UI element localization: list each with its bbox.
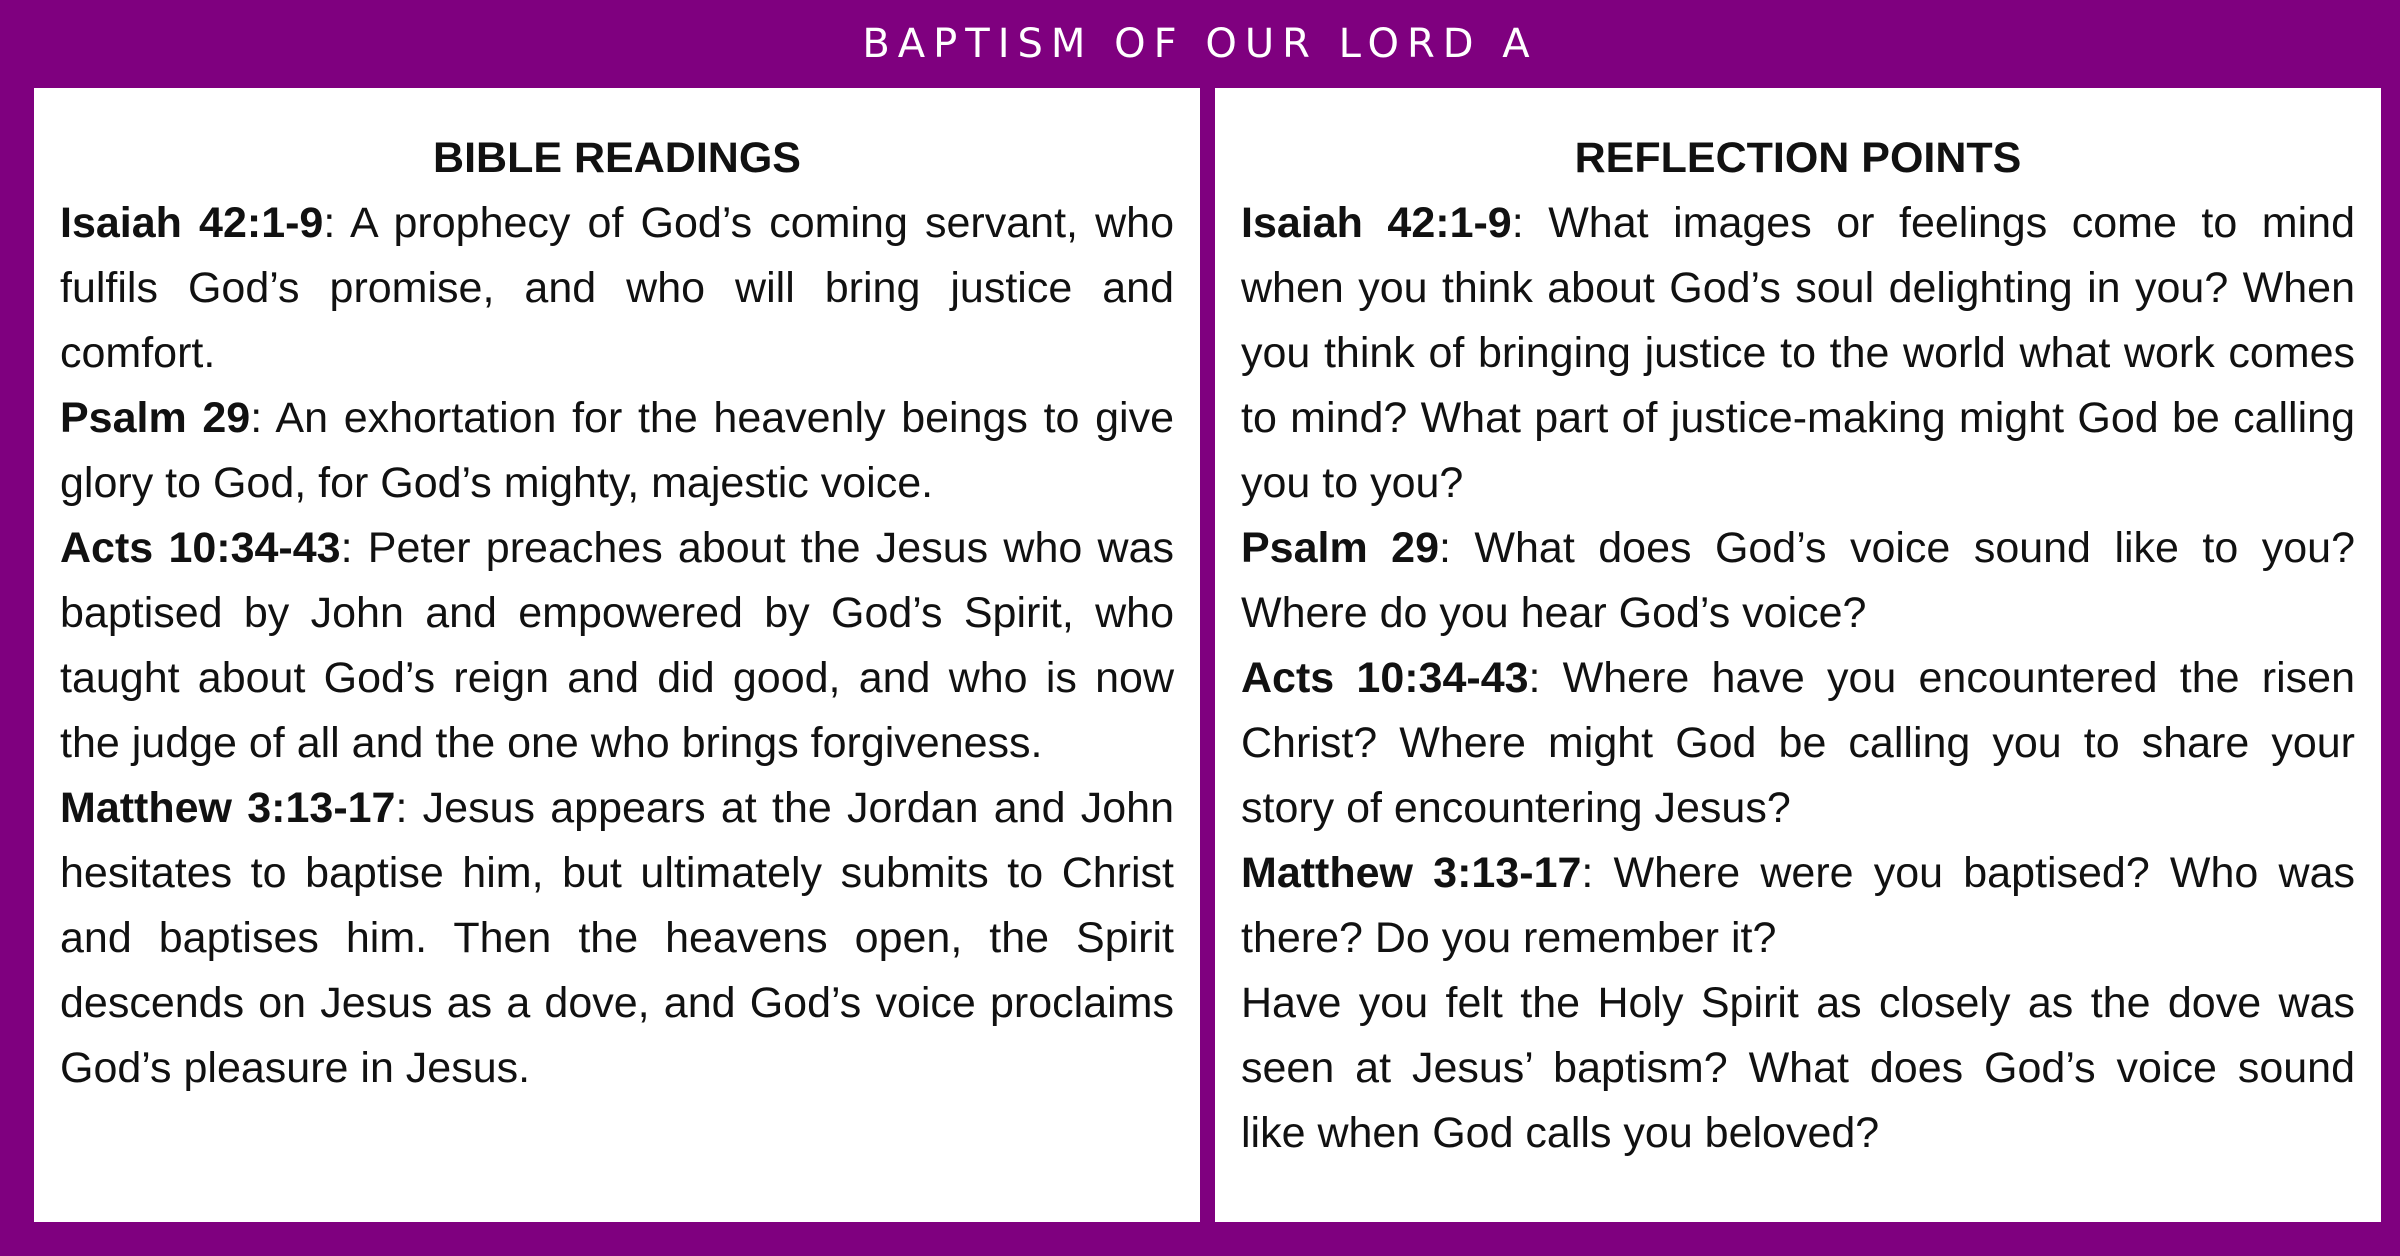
reading-reference: Isaiah 42:1-9 (60, 199, 324, 247)
reflection-question: : What does God’s voice sound like to you? Where do you hear God’s voice? (1241, 524, 2355, 637)
reading-item-acts (60, 516, 1174, 776)
page-title: BAPTISM OF OUR LORD A (862, 21, 1538, 67)
reflection-item-acts (1241, 646, 2355, 841)
reading-item-psalm (60, 386, 1174, 516)
reflection-item-matthew (1241, 841, 2355, 971)
bible-readings-panel (34, 88, 1200, 1222)
reflection-question: Have you felt the Holy Spirit as closely as the dove was seen at Jesus’ baptism? What does God’s voice sound like when God calls you beloved? (1241, 979, 2355, 1157)
reflection-reference: Isaiah 42:1-9 (1241, 199, 1512, 247)
reading-summary: : Jesus appears at the Jordan and John hesitates to baptise him, but ultimately submits to Christ and baptises him. Then the heavens open, the Spirit descends on Jesus as a dove, and God’s voice proclaims God’s pleasure in Jesus. (60, 784, 1174, 1092)
reading-item-isaiah (60, 191, 1174, 386)
reflection-question: : Where were you baptised? Who was there? Do you remember it? (1241, 849, 2355, 962)
reflection-reference: Matthew 3:13-17 (1241, 849, 1582, 897)
reading-summary: : A prophecy of God’s coming servant, who fulfils God’s promise, and who will bring justice and comfort. (60, 199, 1174, 377)
reading-summary: : Peter preaches about the Jesus who was baptised by John and empowered by God’s Spirit, who taught about God’s reign and did good, and who is now the judge of all and the one who brings forgiveness. (60, 524, 1174, 767)
reflection-item-isaiah (1241, 191, 2355, 516)
reflection-reference: Acts 10:34-43 (1241, 654, 1529, 702)
reflection-question: : What images or feelings come to mind when you think about God’s soul delighting in you? When you think of bringing justice to the world what work comes to mind? What part of justice-making might God be calling you to you? (1241, 199, 2355, 507)
reflection-question: : Where have you encountered the risen Christ? Where might God be calling you to share your story of encountering Jesus? (1241, 654, 2355, 832)
reflection-points-heading: REFLECTION POINTS (1574, 134, 2022, 182)
reading-reference: Psalm 29 (60, 394, 251, 442)
reflection-item-psalm (1241, 516, 2355, 646)
bible-readings-heading: BIBLE READINGS (433, 134, 801, 182)
reading-reference: Matthew 3:13-17 (60, 784, 396, 832)
reading-summary: : An exhortation for the heavenly beings to give glory to God, for God’s mighty, majestic voice. (60, 394, 1174, 507)
reading-item-matthew (60, 776, 1174, 1101)
reflection-item-closing (1241, 971, 2355, 1166)
reflection-reference: Psalm 29 (1241, 524, 1439, 572)
reading-reference: Acts 10:34-43 (60, 524, 341, 572)
reflection-points-panel (1215, 88, 2381, 1222)
